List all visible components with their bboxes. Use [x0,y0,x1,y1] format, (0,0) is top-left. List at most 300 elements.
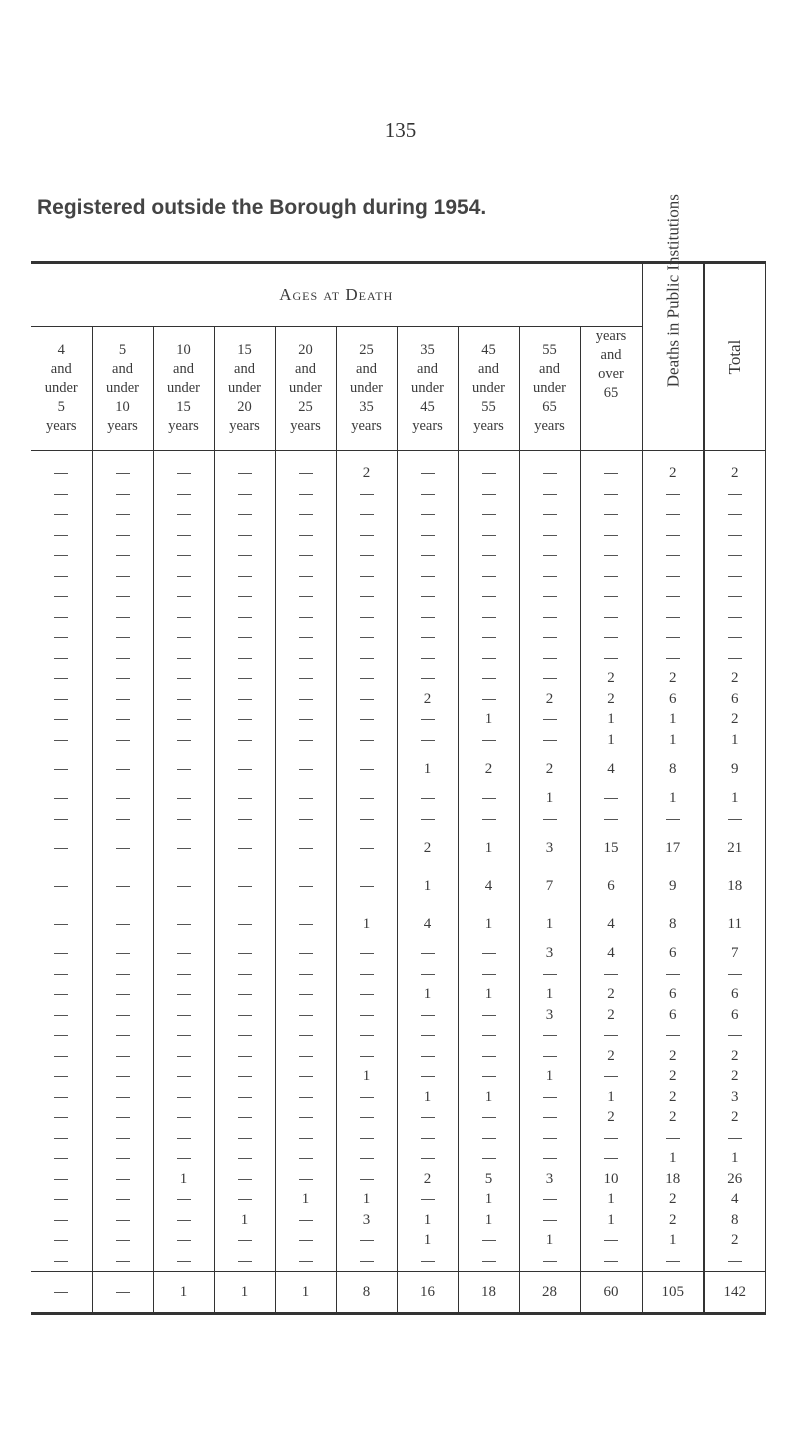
dash-mark [360,678,374,679]
dash-mark [177,617,191,618]
table-cell [275,964,336,985]
dash-mark [421,494,435,495]
dash-mark [116,798,130,799]
dash-mark [360,1056,374,1057]
table-cell [92,943,153,964]
dash-mark [299,1240,313,1241]
table-cell [397,525,458,546]
table-cell: 3 [519,829,580,867]
table-cell [580,627,642,648]
table-row [31,545,765,566]
table-cell [31,809,92,830]
dash-mark [299,617,313,618]
dash-mark [421,514,435,515]
dash-mark [360,555,374,556]
dash-mark [299,994,313,995]
table-cell [397,1025,458,1046]
table-cell [397,451,458,484]
table-cell [31,1087,92,1108]
table-cell: 2 [580,668,642,689]
table-cell: 2 [397,829,458,867]
table-cell: 1 [704,1148,765,1169]
table-cell [458,451,519,484]
table-cell [519,451,580,484]
table-cell [92,1148,153,1169]
table-cell: 1 [458,905,519,943]
table-cell [397,504,458,525]
dash-mark [116,494,130,495]
dash-mark [728,819,742,820]
table-cell [275,545,336,566]
table-cell: 6 [704,984,765,1005]
table-cell [92,709,153,730]
table-cell [214,689,275,710]
table-cell [153,709,214,730]
table-cell [642,484,704,505]
table-cell [397,1005,458,1026]
table-cell: 1 [704,788,765,809]
dash-mark [360,1117,374,1118]
dash-mark [666,819,680,820]
dash-mark [421,596,435,597]
dash-mark [543,494,557,495]
table-cell [214,1046,275,1067]
table-cell [704,566,765,587]
table-cell: 1 [458,829,519,867]
dash-mark [543,617,557,618]
table-cell [704,627,765,648]
table-cell [92,1025,153,1046]
table-row [31,905,765,943]
table-cell [397,1148,458,1169]
table-cell [458,1005,519,1026]
table-cell [31,1189,92,1210]
table-cell [336,607,397,628]
table-cell [580,484,642,505]
table-cell [458,504,519,525]
dash-mark [238,740,252,741]
table-cell [275,504,336,525]
table-cell: 6 [642,1005,704,1026]
table-cell: 6 [704,1005,765,1026]
dash-mark [666,1138,680,1139]
dash-mark [54,886,68,887]
table-cell: 1 [397,1087,458,1108]
table-cell [31,1210,92,1231]
dash-mark [116,637,130,638]
table-cell [458,1148,519,1169]
table-cell [153,607,214,628]
dash-mark [177,1220,191,1221]
table-cell [458,525,519,546]
table-cell [397,1189,458,1210]
table-cell [642,545,704,566]
dash-mark [299,699,313,700]
dash-mark [54,924,68,925]
dash-mark [238,535,252,536]
dash-mark [728,658,742,659]
table-cell [153,484,214,505]
dash-mark [543,1097,557,1098]
dash-mark [238,555,252,556]
dash-mark [482,596,496,597]
table-cell [214,607,275,628]
dash-mark [116,1097,130,1098]
table-cell: 1 [704,730,765,751]
dash-mark [604,514,618,515]
table-cell [275,867,336,905]
total-cell: 18 [458,1272,519,1314]
table-cell: 2 [704,1046,765,1067]
table-cell: 1 [153,1169,214,1190]
table-cell [519,545,580,566]
dash-mark [54,617,68,618]
table-cell [275,1210,336,1231]
table-cell [153,867,214,905]
dash-mark [299,769,313,770]
table-cell [336,525,397,546]
dash-mark [54,678,68,679]
dash-mark [177,1199,191,1200]
table-cell [92,451,153,484]
table-cell [214,566,275,587]
table-cell: 7 [704,943,765,964]
dash-mark [482,798,496,799]
dash-mark [543,1261,557,1262]
table-cell [580,451,642,484]
table-cell [704,504,765,525]
dash-mark [54,1179,68,1180]
table-row [31,668,765,689]
dash-mark [421,1261,435,1262]
table-cell [214,829,275,867]
table-row [31,1251,765,1272]
table-cell [458,566,519,587]
dash-mark [666,494,680,495]
dash-mark [238,924,252,925]
dash-mark [604,1076,618,1077]
table-cell: 1 [519,1230,580,1251]
dash-mark [54,1056,68,1057]
table-cell [31,1046,92,1067]
table-cell: 1 [642,1230,704,1251]
table-cell [214,867,275,905]
table-row [31,586,765,607]
table-cell [92,750,153,788]
dash-mark [482,535,496,536]
table-cell [31,750,92,788]
dash-mark [177,596,191,597]
table-cell [397,627,458,648]
table-cell: 1 [397,1210,458,1231]
dash-mark [177,555,191,556]
dash-mark [421,719,435,720]
table-cell [214,750,275,788]
table-cell [153,504,214,525]
dash-mark [238,1015,252,1016]
table-cell: 1 [642,709,704,730]
table-cell [336,1025,397,1046]
table-cell: 11 [704,905,765,943]
table-row [31,484,765,505]
table-cell [704,586,765,607]
table-cell: 1 [519,905,580,943]
dash-mark [604,658,618,659]
table-cell: 4 [580,943,642,964]
table-cell [153,1066,214,1087]
table-cell [92,1107,153,1128]
table-cell [642,1128,704,1149]
table-cell [31,689,92,710]
table-cell [214,1251,275,1272]
table-cell [580,1066,642,1087]
dash-mark [238,1138,252,1139]
table-cell [153,809,214,830]
dash-mark [421,658,435,659]
table-cell [92,1210,153,1231]
dash-mark [54,994,68,995]
table-cell [153,1148,214,1169]
dash-mark [54,848,68,849]
table-cell [336,1087,397,1108]
table-cell [92,586,153,607]
table-cell [336,1251,397,1272]
table-cell [519,504,580,525]
dash-mark [604,576,618,577]
dash-mark [728,596,742,597]
table-cell: 8 [642,750,704,788]
table-cell: 1 [214,1210,275,1231]
table-cell: 1 [458,1189,519,1210]
table-cell: 6 [642,943,704,964]
table-cell [519,1251,580,1272]
table-cell [580,1251,642,1272]
table-cell [153,668,214,689]
table-cell [336,1230,397,1251]
table-cell [336,1005,397,1026]
table-cell [153,750,214,788]
dash-mark [482,1056,496,1057]
table-cell: 2 [397,689,458,710]
table-cell: 1 [336,1189,397,1210]
dash-mark [543,1138,557,1139]
table-cell [458,1128,519,1149]
dash-mark [116,1240,130,1241]
table-cell: 10 [580,1169,642,1190]
dash-mark [666,658,680,659]
table-cell [275,809,336,830]
dash-mark [604,637,618,638]
table-cell [214,809,275,830]
dash-mark [177,886,191,887]
dash-mark [543,1056,557,1057]
table-cell [92,1087,153,1108]
table-cell [153,943,214,964]
table-cell [458,545,519,566]
table-cell: 3 [519,943,580,964]
table-cell: 1 [458,1210,519,1231]
dash-mark [299,1261,313,1262]
table-cell [31,709,92,730]
dash-mark [177,1035,191,1036]
table-cell [153,566,214,587]
table-cell [153,984,214,1005]
dash-mark [604,596,618,597]
table-cell [153,648,214,669]
table-cell [642,648,704,669]
dash-mark [54,473,68,474]
dash-mark [360,1138,374,1139]
dash-mark [54,1117,68,1118]
table-row [31,525,765,546]
dash-mark [177,637,191,638]
table-cell [580,964,642,985]
dash-mark [421,740,435,741]
table-row [31,648,765,669]
dash-mark [421,1158,435,1159]
table-cell [580,1230,642,1251]
dash-mark [116,596,130,597]
table-cell [458,730,519,751]
total-cell: 1 [275,1272,336,1314]
table-cell [336,750,397,788]
dash-mark [360,1261,374,1262]
dash-mark [421,1015,435,1016]
table-cell [275,1005,336,1026]
table-cell [31,484,92,505]
table-cell [458,809,519,830]
dash-mark [299,1179,313,1180]
table-cell [704,648,765,669]
dash-mark [360,494,374,495]
dash-mark [54,953,68,954]
dash-mark [238,473,252,474]
table-cell: 1 [642,1148,704,1169]
table-cell [458,1046,519,1067]
table-cell: 4 [704,1189,765,1210]
dash-mark [728,514,742,515]
table-cell [580,1025,642,1046]
table-row [31,730,765,751]
table-cell [153,905,214,943]
table-row [31,1025,765,1046]
dash-mark [238,617,252,618]
table-cell [642,964,704,985]
dash-mark [238,798,252,799]
table-cell [642,1251,704,1272]
dash-mark [421,974,435,975]
table-cell [580,586,642,607]
dash-mark [299,1015,313,1016]
table-cell: 2 [397,1169,458,1190]
dash-mark [177,1076,191,1077]
table-cell [275,484,336,505]
table-cell: 1 [458,984,519,1005]
dash-mark [360,1097,374,1098]
dash-mark [666,637,680,638]
table-cell [336,809,397,830]
table-row [31,1087,765,1108]
dash-mark [728,576,742,577]
total-cell [92,1272,153,1314]
dash-mark [421,798,435,799]
table-cell [519,607,580,628]
dash-mark [421,678,435,679]
dash-mark [543,974,557,975]
table-row [31,566,765,587]
dash-mark [604,617,618,618]
table-cell [92,607,153,628]
table-cell [519,1210,580,1231]
dash-mark [116,1015,130,1016]
table-cell [153,1087,214,1108]
table-cell: 4 [580,750,642,788]
table-cell [458,964,519,985]
dash-mark [116,974,130,975]
table-cell [458,1251,519,1272]
table-cell: 3 [704,1087,765,1108]
dash-mark [238,1261,252,1262]
dash-mark [421,535,435,536]
table-cell [214,1005,275,1026]
dash-mark [360,596,374,597]
dash-mark [421,576,435,577]
table-cell: 9 [704,750,765,788]
dash-mark [482,1158,496,1159]
table-row [31,451,765,484]
dash-mark [360,1035,374,1036]
table-cell [31,964,92,985]
dash-mark [177,1240,191,1241]
dash-mark [360,994,374,995]
table-cell [31,1066,92,1087]
totals-row [31,1272,765,1314]
dash-mark [604,1035,618,1036]
table-cell [704,809,765,830]
dash-mark [116,555,130,556]
table-cell [92,1189,153,1210]
table-cell [397,1107,458,1128]
table-row [31,1046,765,1067]
dash-mark [299,719,313,720]
dash-mark [116,699,130,700]
table-cell [92,809,153,830]
table-cell [92,1046,153,1067]
table-cell [92,525,153,546]
dash-mark [116,1292,130,1293]
dash-mark [116,848,130,849]
table-cell [153,689,214,710]
table-cell: 1 [580,1189,642,1210]
table-cell: 1 [519,984,580,1005]
table-cell [519,809,580,830]
dash-mark [666,514,680,515]
table-cell [336,964,397,985]
table-cell [92,984,153,1005]
dash-mark [238,994,252,995]
table-cell: 15 [580,829,642,867]
table-cell [580,1148,642,1169]
dash-mark [177,848,191,849]
dash-mark [543,1035,557,1036]
table-cell [397,964,458,985]
table-cell: 3 [519,1005,580,1026]
dash-mark [482,740,496,741]
table-cell: 2 [704,709,765,730]
table-cell [397,1128,458,1149]
table-cell [336,730,397,751]
dash-mark [482,699,496,700]
